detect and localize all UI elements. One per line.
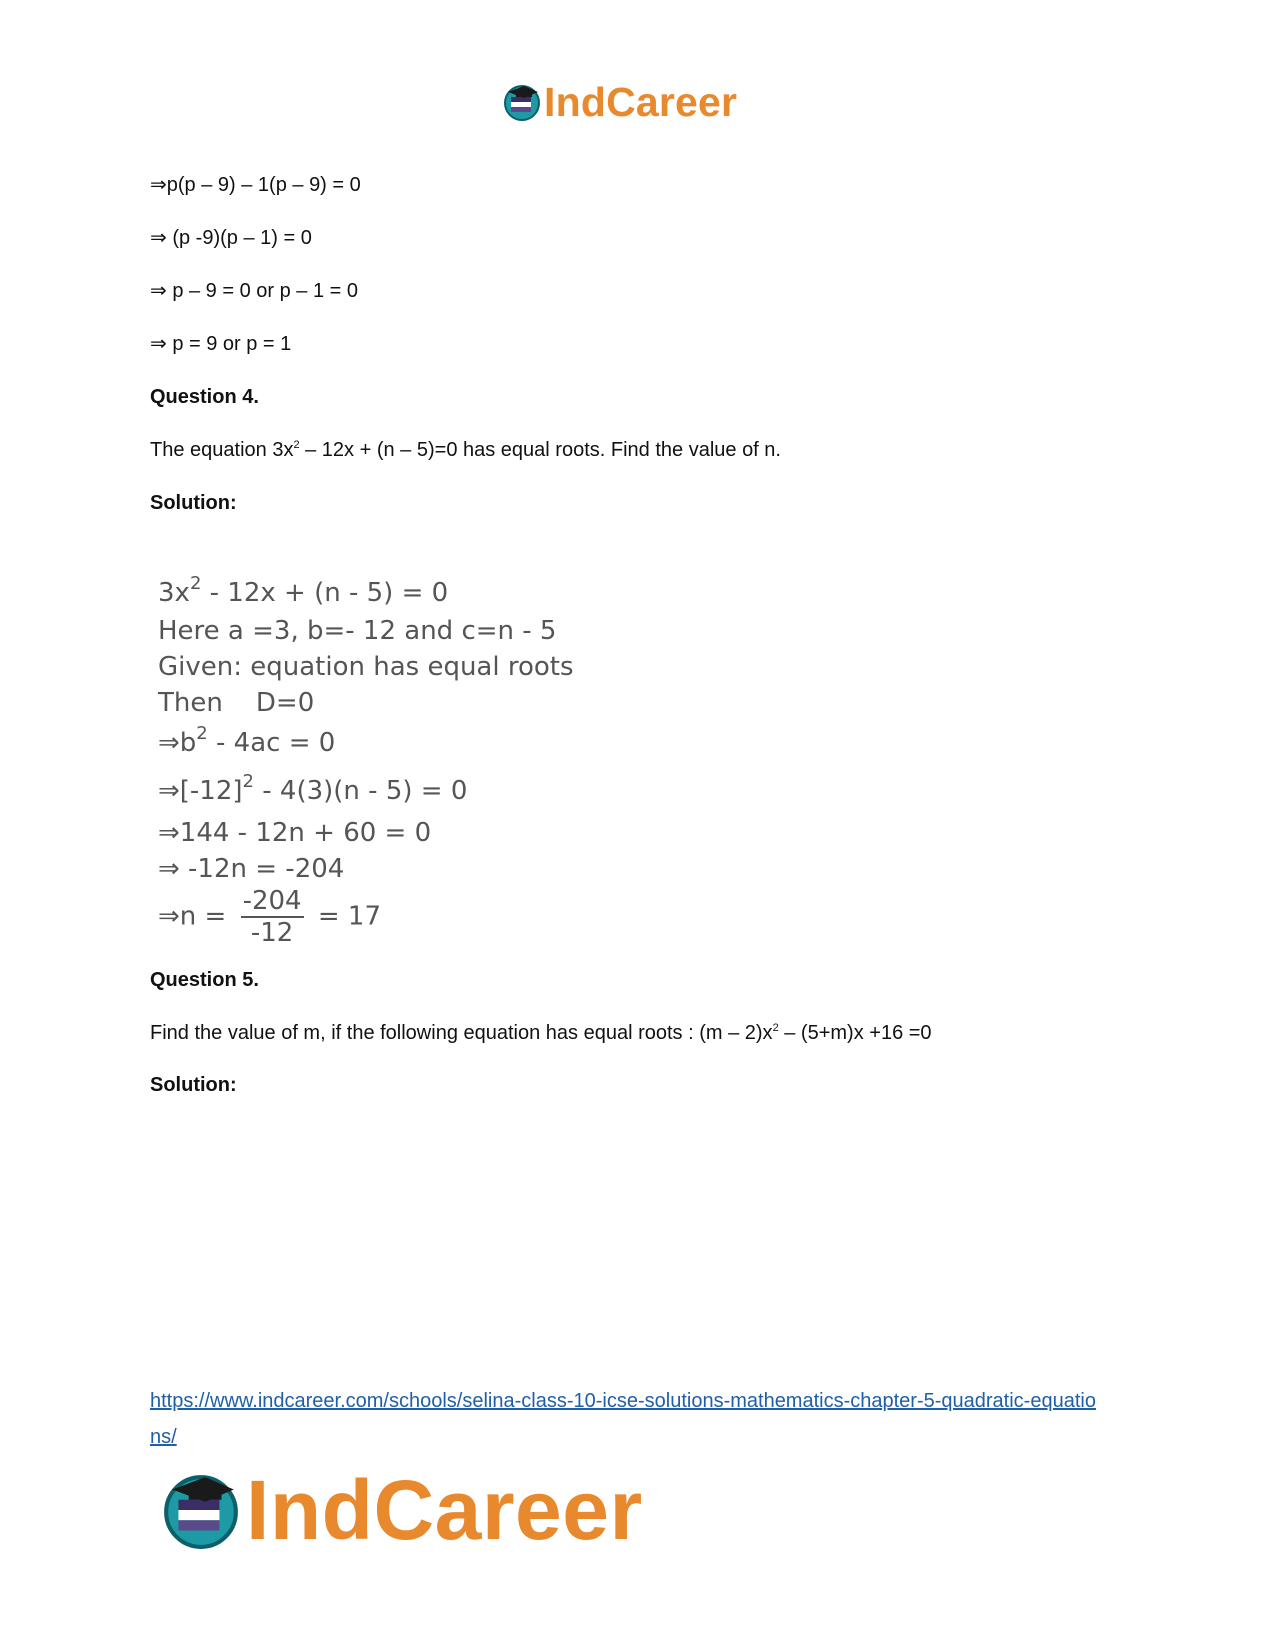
equation-line-2: ⇒ (p -9)(p – 1) = 0 (150, 227, 312, 249)
globe-graduation-icon (502, 82, 542, 122)
solution-step-3: Given: equation has equal roots (158, 652, 574, 682)
question-4-solution-label: Solution: (150, 492, 237, 514)
logo-text: IndCareer (246, 1463, 643, 1557)
solution-step-6: $\Rightarrow[-12]^2 - 4(3)(n - 5) = 0$ (158, 771, 468, 806)
solution-step-8: ⇒ -12n = -204 (158, 854, 345, 884)
footer-logo (160, 1465, 643, 1555)
equation-line-4: ⇒ p = 9 or p = 1 (150, 333, 292, 355)
equation-line-3: ⇒ p – 9 = 0 or p – 1 = 0 (150, 280, 359, 302)
fraction: $\frac{-204}{-12}$ (242, 886, 302, 948)
question-5-text: Find the value of m, if the following equation has equal roots : $(m - 2)x^2 - (5+m)x +16 =0$ (150, 1022, 932, 1044)
solution-step-1: $3x^2 - 12x + (n - 5) = 0$ (158, 573, 449, 608)
header-logo (502, 78, 737, 126)
question-5-solution-label: Solution: (150, 1074, 237, 1096)
question-5-heading: Question 5. (150, 969, 259, 991)
solution-step-5: $\Rightarrow b^2 - 4ac = 0$ (158, 723, 336, 758)
solution-step-9: ⇒n = $\frac{-204}{-12}$ = 17 (158, 886, 382, 948)
solution-step-2: Here a =3, b=- 12 and c=n - 5 (158, 616, 557, 646)
solution-step-4: Then D=0 (158, 688, 315, 718)
question-4-heading: Question 4. (150, 386, 259, 408)
equation-line-1: ⇒p(p – 9) – 1(p – 9) = 0 (150, 174, 361, 196)
question-4-text: The equation $3x^2 - 12x + (n - 5)=0$ has equal roots. Find the value of n. (150, 439, 781, 461)
logo-text: IndCareer (544, 78, 738, 125)
globe-graduation-icon (160, 1469, 242, 1551)
source-link[interactable]: https://www.indcareer.com/schools/selina-class-10-icse-solutions-mathematics-chapter-5-quadratic-equations/ (150, 1390, 1096, 1448)
solution-image (150, 570, 590, 980)
solution-step-7: ⇒144 - 12n + 60 = 0 (158, 818, 432, 848)
